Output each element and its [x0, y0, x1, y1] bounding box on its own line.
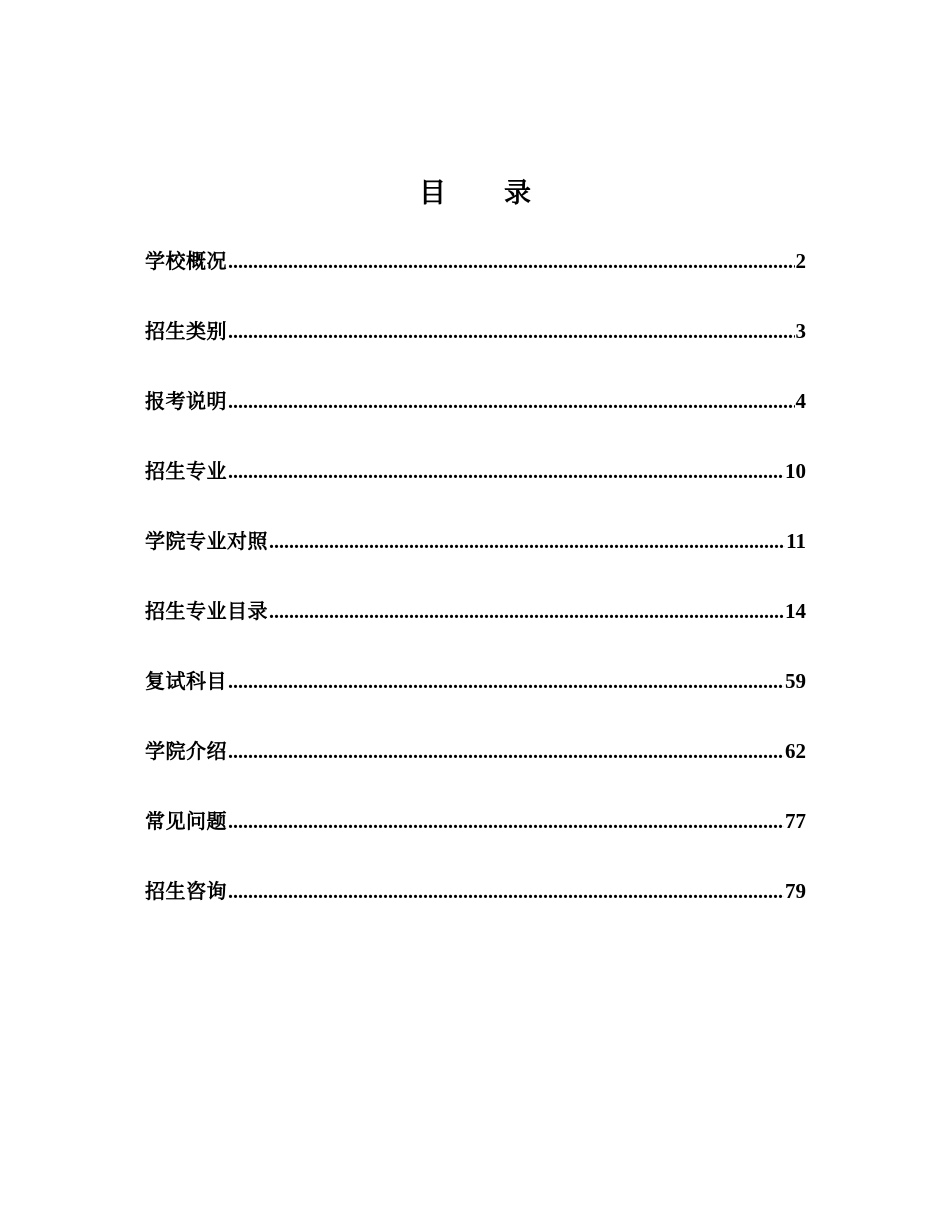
toc-entry-major-catalog[interactable] [145, 594, 806, 664]
dot-leader [228, 315, 795, 349]
toc-entry-label: 招生专业目录 [145, 599, 268, 623]
toc-entry-page: 4 [795, 389, 806, 413]
toc-entry-college-introduction[interactable] [145, 734, 806, 804]
toc-entry-label: 学校概况 [145, 249, 227, 273]
toc-entry-page: 2 [795, 249, 806, 273]
dot-leader [228, 875, 784, 909]
toc-entry-application-notes[interactable] [145, 384, 806, 454]
toc-entry-label: 招生专业 [145, 459, 227, 483]
toc-entry-label: 报考说明 [145, 389, 227, 413]
toc-entry-admission-consulting[interactable] [145, 874, 806, 944]
toc-entry-label: 学院介绍 [145, 739, 227, 763]
toc-entry-page: 11 [786, 529, 806, 553]
toc-entry-label: 复试科目 [145, 669, 227, 693]
toc-entry-label: 招生咨询 [145, 879, 227, 903]
toc-entry-admission-categories[interactable] [145, 314, 806, 384]
toc-entry-page: 59 [785, 669, 806, 693]
toc-entry-college-major-mapping[interactable] [145, 524, 806, 594]
toc-entry-school-overview[interactable] [145, 244, 806, 314]
toc-entry-label: 招生类别 [145, 319, 227, 343]
toc-entry-page: 10 [785, 459, 806, 483]
toc-entry-label: 常见问题 [145, 809, 227, 833]
toc-title-part2: 录 [504, 178, 531, 209]
dot-leader [228, 665, 784, 699]
dot-leader [228, 245, 795, 279]
toc-entry-faq[interactable] [145, 804, 806, 874]
dot-leader [228, 805, 784, 839]
toc-title-part1: 目 [419, 178, 446, 209]
dot-leader [228, 735, 784, 769]
toc-entry-page: 3 [795, 319, 806, 343]
toc-title [0, 174, 950, 214]
toc-entry-admission-majors[interactable] [145, 454, 806, 524]
toc-entry-page: 62 [785, 739, 806, 763]
dot-leader [228, 385, 795, 419]
toc-entry-page: 14 [785, 599, 806, 623]
toc-entry-retest-subjects[interactable] [145, 664, 806, 734]
toc-entry-page: 77 [785, 809, 806, 833]
dot-leader [269, 525, 785, 559]
dot-leader [228, 455, 784, 489]
toc-entry-page: 79 [785, 879, 806, 903]
dot-leader [269, 595, 784, 629]
toc-entry-label: 学院专业对照 [145, 529, 268, 553]
table-of-contents [145, 244, 806, 944]
